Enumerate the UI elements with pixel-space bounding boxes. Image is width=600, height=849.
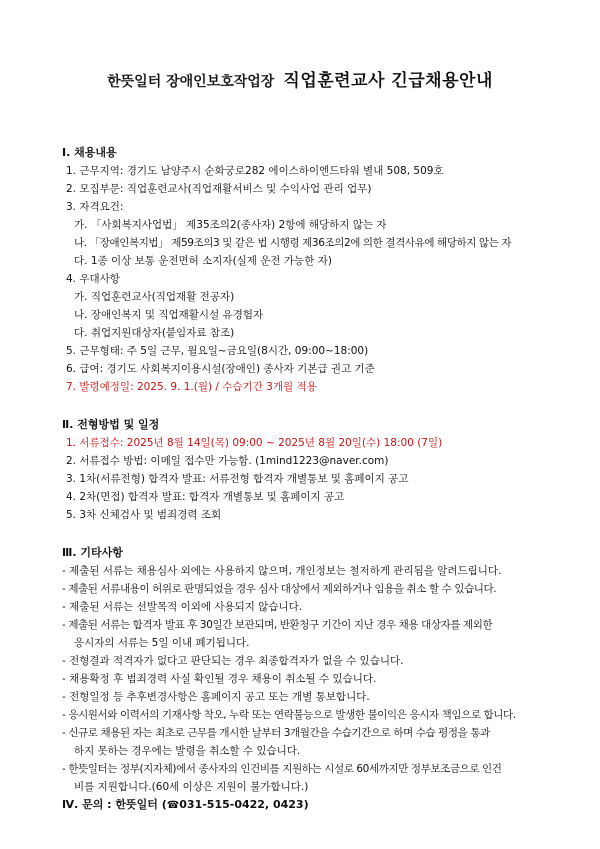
contact-phone: 031-515-0422, 0423 bbox=[179, 798, 304, 811]
note-item: - 제출된 서류는 합격자 발표 후 30일간 보관되며, 반환청구 기간이 지난 경우 채용 대상자를 제외한 bbox=[62, 619, 493, 631]
note-item: - 채용확정 후 범죄경력 사실 확인될 경우 채용이 취소될 수 있습니다. bbox=[62, 673, 377, 685]
note-item-continued: 하지 못하는 경우에는 발령을 취소할 수 있습니다. bbox=[74, 745, 301, 757]
work-type: 5. 근무형태: 주 5일 근무, 월요일~금요일(8시간, 09:00~18:00) bbox=[66, 345, 369, 357]
note-item: - 전형결과 적격자가 없다고 판단되는 경우 최종합격자가 없을 수 있습니다. bbox=[62, 655, 404, 667]
note-item: - 제출된 서류는 선발목적 이외에 사용되지 않습니다. bbox=[62, 601, 303, 613]
note-item: - 한뜻일터는 정부(지자체)에서 종사자의 인건비를 지원하는 시설로 60세까지만 정부보조금으로 인건 bbox=[62, 763, 502, 775]
preferences-label: 4. 우대사항 bbox=[66, 273, 120, 285]
appointment-date: 7. 발령예정일: 2025. 9. 1.(월) / 수습기간 3개월 적용 bbox=[66, 381, 317, 393]
note-item: - 신규로 채용된 자는 최초로 근무를 개시한 날부터 3개월간을 수습기간으로 하며 수습 평정을 통과 bbox=[62, 727, 490, 739]
section4-heading: Ⅳ. 문의 : 한뜻일터 bbox=[62, 798, 158, 811]
note-item: - 응시원서와 이력서의 기재사항 착오, 누락 또는 연락불능으로 발생한 불이익은 응시자 책임으로 합니다. bbox=[62, 709, 516, 721]
title-organization: 한뜻일터 장애인보호작업장 bbox=[107, 74, 275, 90]
document-title bbox=[0, 66, 600, 91]
qualification-item: 다. 1종 이상 보통 운전면허 소지자(실제 운전 가능한 자) bbox=[74, 255, 332, 267]
note-item-continued: 비를 지원합니다.(60세 이상은 지원이 불가합니다.) bbox=[74, 781, 309, 793]
title-main: 직업훈련교사 긴급채용안내 bbox=[283, 71, 493, 91]
salary: 6. 급여: 경기도 사회복지이용시설(장애인) 종사자 기본급 권고 기준 bbox=[66, 363, 375, 375]
application-method: 2. 서류접수 방법: 이메일 접수만 가능함. (1mind1223@naver.com) bbox=[66, 455, 389, 467]
preference-item: 다. 취업지원대상자(붙임자료 참조) bbox=[74, 327, 235, 339]
recruit-field: 2. 모집부문: 직업훈련교사(직업재활서비스 및 수익사업 관리 업무) bbox=[66, 183, 372, 195]
work-location: 1. 근무지역: 경기도 남양주시 순화궁로282 에이스하이엔드타워 별내 508, 509호 bbox=[66, 165, 444, 177]
phone-icon: ☎ bbox=[166, 800, 180, 811]
section3-heading: Ⅲ. 기타사항 bbox=[62, 546, 123, 559]
qualification-item: 나. 「장애인복지법」 제59조의3 및 같은 법 시행령 제36조의2에 의한 결격사유에 해당하지 않는 자 bbox=[74, 237, 512, 249]
application-period: 1. 서류접수: 2025년 8월 14일(목) 09:00 ~ 2025년 8월 20일(수) 18:00 (7일) bbox=[66, 437, 443, 449]
notice-body bbox=[62, 144, 540, 814]
note-item: - 제출된 서류내용이 허위로 판명되었을 경우 심사 대상에서 제외하거나 임용을 취소 할 수 있습니다. bbox=[62, 583, 497, 595]
schedule-item: 3. 1차(서류전형) 합격자 발표: 서류전형 합격자 개별통보 및 홈페이지 공고 bbox=[66, 473, 409, 485]
schedule-item: 4. 2차(면접) 합격자 발표: 합격자 개별통보 및 홈페이지 공고 bbox=[66, 491, 345, 503]
preference-item: 나. 장애인복지 및 직업재활시설 유경험자 bbox=[74, 309, 264, 321]
qualifications-label: 3. 자격요건: bbox=[66, 201, 124, 213]
section2-heading: Ⅱ. 전형방법 및 일정 bbox=[62, 418, 160, 431]
section1-heading: Ⅰ. 채용내용 bbox=[62, 146, 117, 159]
qualification-item: 가. 「사회복지사업법」 제35조의2(종사자) 2항에 해당하지 않는 자 bbox=[74, 219, 387, 231]
note-item: - 제출된 서류는 채용심사 외에는 사용하지 않으며, 개인정보는 철저하게 관리됨을 알려드립니다. bbox=[62, 565, 502, 577]
note-item: - 전형일정 등 추후변경사항은 홈페이지 공고 또는 개별 통보합니다. bbox=[62, 691, 370, 703]
preference-item: 가. 직업훈련교사(직업재활 전공자) bbox=[74, 291, 235, 303]
schedule-item: 5. 3차 신체검사 및 범죄경력 조회 bbox=[66, 509, 222, 521]
contact-line: Ⅳ. 문의 : 한뜻일터 (☎031-515-0422, 0423) bbox=[62, 796, 540, 814]
note-item-continued: 응시자의 서류는 5일 이내 폐기됩니다. bbox=[74, 637, 250, 649]
